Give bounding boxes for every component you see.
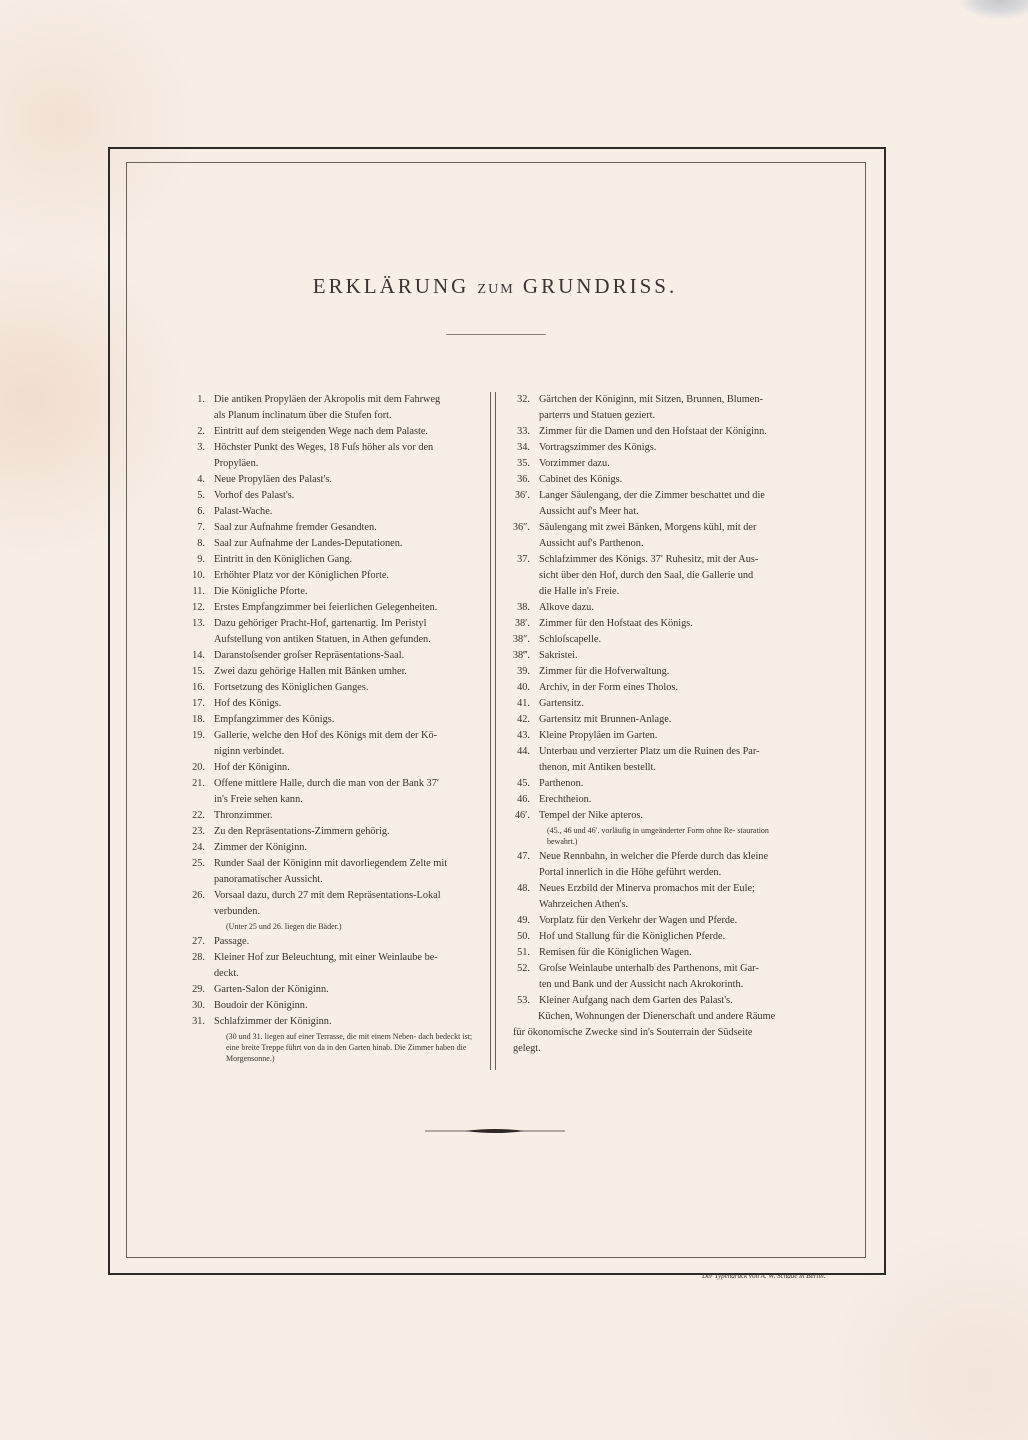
- entry-number: 42.: [517, 714, 530, 725]
- legend-entry: [180, 872, 480, 888]
- entry-number: 41.: [517, 698, 530, 709]
- legend-entry: [505, 865, 801, 881]
- entry-number: 47.: [517, 851, 530, 862]
- entry-text: Groſse Weinlaube unterhalb des Parthenons, mit Gar-: [539, 963, 759, 974]
- entry-number: [180, 408, 214, 424]
- entry-number: 43.: [517, 730, 530, 741]
- entry-number: 52.: [517, 963, 530, 974]
- entry-number: 24.: [192, 842, 205, 853]
- entry-number: 53.: [517, 995, 530, 1006]
- legend-entry: [505, 696, 801, 712]
- entry-number: 37.: [517, 554, 530, 565]
- entry-number: 30.: [192, 1000, 205, 1011]
- legend-entry: [505, 728, 801, 744]
- entry-text: Runder Saal der Königinn mit davorliegendem Zelte mit: [214, 858, 448, 869]
- entry-number: 6.: [197, 506, 205, 517]
- entry-text: Erstes Empfangzimmer bei feierlichen Gelegenheiten.: [214, 602, 438, 613]
- legend-entry: [505, 424, 801, 440]
- legend-entry: [505, 977, 801, 993]
- entry-number: 46.: [517, 794, 530, 805]
- entry-number: 50.: [517, 931, 530, 942]
- legend-entry: [180, 744, 480, 760]
- entry-number: 12.: [192, 602, 205, 613]
- entry-text: verbunden.: [214, 906, 261, 917]
- entry-text: Hof der Königinn.: [214, 762, 290, 773]
- entry-text: Neue Rennbahn, in welcher die Pferde durch das kleine: [539, 851, 769, 862]
- entry-number: [505, 504, 539, 520]
- legend-entry: [505, 520, 801, 536]
- entry-text: Empfangzimmer des Königs.: [214, 714, 335, 725]
- entry-text: Säulengang mit zwei Bänken, Morgens kühl, mit der: [539, 522, 757, 533]
- entry-number: 48.: [517, 883, 530, 894]
- entry-text: Schlafzimmer des Königs. 37′ Ruhesitz, mit der Aus-: [539, 554, 759, 565]
- legend-entry: [505, 584, 801, 600]
- legend-entry: [505, 993, 801, 1009]
- entry-number: [505, 977, 539, 993]
- entry-text: ten und Bank und der Aussicht nach Akrokorinth.: [539, 979, 744, 990]
- legend-entry: [505, 776, 801, 792]
- legend-entry: [180, 776, 480, 792]
- legend-entry: [505, 680, 801, 696]
- legend-entry: [505, 849, 801, 865]
- legend-entry: [180, 408, 480, 424]
- legend-entry: [505, 712, 801, 728]
- entry-number: 45.: [517, 778, 530, 789]
- legend-entry: [505, 664, 801, 680]
- entry-number: 36.: [517, 474, 530, 485]
- entry-number: 27.: [192, 936, 205, 947]
- legend-entry: [180, 808, 480, 824]
- entry-number: 20.: [192, 762, 205, 773]
- entry-text: Gärtchen der Königinn, mit Sitzen, Brunnen, Blumen-: [539, 394, 763, 405]
- entry-text: in's Freie sehen kann.: [214, 794, 303, 805]
- entry-number: 13.: [192, 618, 205, 629]
- legend-entry: [180, 696, 480, 712]
- entry-text: Zimmer der Königinn.: [214, 842, 307, 853]
- closing-paragraph-line: für ökonomische Zwecke sind in's Souterrain der Südseite: [513, 1027, 753, 1038]
- legend-entry: [180, 488, 480, 504]
- column-divider: [490, 392, 496, 1070]
- entry-text: Schloſscapelle.: [539, 634, 602, 645]
- legend-entry: [180, 392, 480, 408]
- entry-number: 26.: [192, 890, 205, 901]
- entry-number: 38.: [517, 602, 530, 613]
- legend-entry: [505, 616, 801, 632]
- entry-text: panoramatischer Aussicht.: [214, 874, 323, 885]
- legend-entry: [180, 950, 480, 966]
- entry-number: [505, 865, 539, 881]
- entry-number: 19.: [192, 730, 205, 741]
- entry-text: Erhöhter Platz vor der Königlichen Pforte.: [214, 570, 389, 581]
- entry-text: Archiv, in der Form eines Tholos.: [539, 682, 678, 693]
- legend-entry: [505, 744, 801, 760]
- entry-number: 8.: [197, 538, 205, 549]
- entry-text: Aufstellung von antiken Statuen, in Athen gefunden.: [214, 634, 431, 645]
- legend-entry: [505, 929, 801, 945]
- entry-text: Fortsetzung des Königlichen Ganges.: [214, 682, 369, 693]
- legend-entry: [180, 792, 480, 808]
- closing-paragraph-line: Küchen, Wohnungen der Dienerschaft und andere Räume: [538, 1011, 776, 1022]
- entry-text: Garten-Salon der Königinn.: [214, 984, 329, 995]
- legend-entry: [180, 664, 480, 680]
- legend-entry: [180, 824, 480, 840]
- entry-number: 31.: [192, 1016, 205, 1027]
- entry-number: [180, 904, 214, 920]
- entry-text: Sakristei.: [539, 650, 578, 661]
- entry-number: 49.: [517, 915, 530, 926]
- legend-entry: [180, 680, 480, 696]
- entry-text: Zimmer für die Damen und den Hofstaat der Königinn.: [539, 426, 767, 437]
- entry-text: Neue Propyläen des Palast's.: [214, 474, 332, 485]
- entry-number: [505, 408, 539, 424]
- legend-entry: [505, 536, 801, 552]
- page-corner: [958, 0, 1028, 20]
- entry-text: Eintritt auf dem steigenden Wege nach dem Palaste.: [214, 426, 429, 437]
- entry-number: 39.: [517, 666, 530, 677]
- entry-number: 38′.: [514, 618, 530, 629]
- entry-text: Remisen für die Königlichen Wagen.: [539, 947, 692, 958]
- entry-text: Gartensitz mit Brunnen-Anlage.: [539, 714, 672, 725]
- entry-text: Neues Erzbild der Minerva promachos mit der Eule;: [539, 883, 755, 894]
- entry-text: Tempel der Nike apteros.: [539, 810, 643, 821]
- title-small: ZUM: [477, 282, 515, 297]
- legend-entry: [505, 456, 801, 472]
- entry-text: Aussicht auf's Meer hat.: [539, 506, 639, 517]
- entry-number: 5.: [197, 490, 205, 501]
- entry-text: Alkove dazu.: [539, 602, 594, 613]
- entry-number: [180, 744, 214, 760]
- entry-text: Unterbau und verzierter Platz um die Ruinen des Par-: [539, 746, 760, 757]
- entry-text: Hof des Königs.: [214, 698, 282, 709]
- entry-number: 36′.: [514, 490, 530, 501]
- entry-text: als Planum inclinatum über die Stufen fort.: [214, 410, 392, 421]
- entry-text: Kleine Propyläen im Garten.: [539, 730, 658, 741]
- legend-entry: [180, 840, 480, 856]
- entry-text: Propyläen.: [214, 458, 259, 469]
- entry-number: [180, 792, 214, 808]
- entry-text: Vortragszimmer des Königs.: [539, 442, 657, 453]
- legend-entry: [180, 648, 480, 664]
- entry-number: 14.: [192, 650, 205, 661]
- legend-entry: [180, 584, 480, 600]
- entry-number: 9.: [197, 554, 205, 565]
- legend-entry: [180, 760, 480, 776]
- entry-text: Aussicht auf's Parthenon.: [539, 538, 644, 549]
- title-main-1: ERKLÄRUNG: [312, 274, 470, 298]
- entry-number: 22.: [192, 810, 205, 821]
- entry-number: [180, 966, 214, 982]
- entry-number: 23.: [192, 826, 205, 837]
- page-title: [126, 274, 864, 299]
- entry-number: 44.: [517, 746, 530, 757]
- legend-entry: [180, 616, 480, 632]
- entry-note: (30 und 31. liegen auf einer Terrasse, die mit einem Neben- dach bedeckt ist; eine breite Treppe führt von da in den Garten hinab. Die Zimmer haben die Morgensonne.): [226, 1032, 473, 1063]
- entry-text: Höchster Punkt des Weges, 18 Fuſs höher als vor den: [214, 442, 434, 453]
- entry-text: Eintritt in den Königlichen Gang.: [214, 554, 353, 565]
- entry-number: 38‴.: [512, 650, 530, 661]
- entry-number: 18.: [192, 714, 205, 725]
- entry-number: 40.: [517, 682, 530, 693]
- entry-number: [180, 872, 214, 888]
- entry-text: Vorplatz für den Verkehr der Wagen und Pferde.: [539, 915, 738, 926]
- legend-entry: [180, 568, 480, 584]
- legend-entry: [505, 648, 801, 664]
- entry-number: 33.: [517, 426, 530, 437]
- entry-text: Kleiner Hof zur Beleuchtung, mit einer Weinlaube be-: [214, 952, 438, 963]
- entry-text: Langer Säulengang, der die Zimmer beschattet und die: [539, 490, 765, 501]
- entry-text: Hof und Stallung für die Königlichen Pferde.: [539, 931, 726, 942]
- entry-number: 32.: [517, 394, 530, 405]
- legend-entry: [505, 568, 801, 584]
- left-column: [180, 392, 480, 1066]
- entry-text: Palast-Wache.: [214, 506, 273, 517]
- legend-entry: [505, 945, 801, 961]
- legend-entry: [505, 881, 801, 897]
- entry-number: 17.: [192, 698, 205, 709]
- entry-text: niginn verbindet.: [214, 746, 285, 757]
- entry-text: Saal zur Aufnahme der Landes-Deputationen.: [214, 538, 403, 549]
- entry-text: Erechtheion.: [539, 794, 592, 805]
- entry-number: 28.: [192, 952, 205, 963]
- entry-number: [505, 568, 539, 584]
- legend-entry: [505, 488, 801, 504]
- legend-entry: [180, 934, 480, 950]
- entry-text: parterrs und Statuen geziert.: [539, 410, 656, 421]
- entry-text: Vorzimmer dazu.: [539, 458, 610, 469]
- entry-text: Daranstoſsender groſser Repräsentations-Saal.: [214, 650, 405, 661]
- closing-paragraph-line: gelegt.: [513, 1043, 541, 1054]
- legend-entry: [505, 440, 801, 456]
- legend-entry: [505, 961, 801, 977]
- entry-text: Saal zur Aufnahme fremder Gesandten.: [214, 522, 377, 533]
- entry-text: Wahrzeichen Athen's.: [539, 899, 629, 910]
- entry-number: 29.: [192, 984, 205, 995]
- entry-text: thenon, mit Antiken bestellt.: [539, 762, 656, 773]
- right-column: [505, 392, 801, 1057]
- entry-text: die Halle in's Freie.: [539, 586, 620, 597]
- legend-entry: [180, 520, 480, 536]
- entry-number: 11.: [192, 586, 205, 597]
- legend-entry: [180, 966, 480, 982]
- entry-text: Zimmer für die Hofverwaltung.: [539, 666, 670, 677]
- entry-number: 35.: [517, 458, 530, 469]
- entry-text: sicht über den Hof, durch den Saal, die Gallerie und: [539, 570, 754, 581]
- flourish-ornament: [425, 1126, 565, 1136]
- entry-text: Kleiner Aufgang nach dem Garten des Palast's.: [539, 995, 733, 1006]
- legend-entry: [505, 552, 801, 568]
- entry-number: [505, 760, 539, 776]
- title-main-2: GRUNDRISS.: [522, 274, 678, 298]
- entry-number: 10.: [192, 570, 205, 581]
- legend-entry: [180, 888, 480, 904]
- legend-entry: [180, 904, 480, 920]
- entry-text: Offene mittlere Halle, durch die man von der Bank 37′: [214, 778, 440, 789]
- entry-number: 21.: [192, 778, 205, 789]
- legend-entry: [180, 424, 480, 440]
- entry-number: [180, 456, 214, 472]
- entry-text: Zimmer für den Hofstaat des Königs.: [539, 618, 693, 629]
- entry-number: 4.: [197, 474, 205, 485]
- entry-number: 46′.: [514, 810, 530, 821]
- entry-text: Portal innerlich in die Höhe geführt werden.: [539, 867, 722, 878]
- legend-entry: [180, 552, 480, 568]
- legend-entry: [180, 728, 480, 744]
- entry-number: 51.: [517, 947, 530, 958]
- entry-text: deckt.: [214, 968, 239, 979]
- legend-entry: [505, 472, 801, 488]
- entry-number: 16.: [192, 682, 205, 693]
- legend-entry: [505, 504, 801, 520]
- entry-number: [505, 897, 539, 913]
- entry-text: Gartensitz.: [539, 698, 584, 709]
- legend-entry: [180, 472, 480, 488]
- legend-entry: [180, 456, 480, 472]
- legend-entry: [180, 998, 480, 1014]
- title-rule: [446, 334, 546, 335]
- legend-entry: [180, 982, 480, 998]
- entry-text: Gallerie, welche den Hof des Königs mit dem der Kö-: [214, 730, 438, 741]
- entry-text: Zu den Repräsentations-Zimmern gehörig.: [214, 826, 390, 837]
- entry-text: Parthenon.: [539, 778, 584, 789]
- entry-number: [505, 536, 539, 552]
- entry-number: 1.: [197, 394, 205, 405]
- entry-text: Vorsaal dazu, durch 27 mit dem Repräsentations-Lokal: [214, 890, 441, 901]
- legend-entry: [180, 856, 480, 872]
- entry-note: (Unter 25 und 26. liegen die Bäder.): [226, 922, 342, 931]
- entry-text: Schlafzimmer der Königinn.: [214, 1016, 332, 1027]
- legend-entry: [505, 897, 801, 913]
- legend-entry: [180, 536, 480, 552]
- entry-number: [180, 632, 214, 648]
- entry-text: Die antiken Propyläen der Akropolis mit dem Fahrweg: [214, 394, 441, 405]
- legend-entry: [180, 712, 480, 728]
- legend-entry: [505, 760, 801, 776]
- entry-text: Die Königliche Pforte.: [214, 586, 308, 597]
- entry-number: 25.: [192, 858, 205, 869]
- legend-entry: [180, 600, 480, 616]
- entry-text: Cabinet des Königs.: [539, 474, 623, 485]
- entry-note: (45., 46 und 46′. vorläufig in umgeänderter Form ohne Re- stauration bewahrt.): [547, 826, 769, 846]
- printer-imprint: Der Typendruck von A. W. Schade in Berlin.: [702, 1272, 826, 1280]
- legend-entry: [505, 632, 801, 648]
- entry-text: Boudoir der Königinn.: [214, 1000, 308, 1011]
- entry-number: 34.: [517, 442, 530, 453]
- entry-number: 2.: [197, 426, 205, 437]
- entry-text: Passage.: [214, 936, 250, 947]
- legend-entry: [180, 440, 480, 456]
- legend-entry: [180, 1014, 480, 1030]
- legend-entry: [180, 632, 480, 648]
- entry-number: 15.: [192, 666, 205, 677]
- legend-entry: [505, 808, 801, 824]
- legend-entry: [505, 792, 801, 808]
- entry-text: Dazu gehöriger Pracht-Hof, gartenartig. Im Peristyl: [214, 618, 427, 629]
- entry-number: [505, 584, 539, 600]
- entry-text: Vorhof des Palast's.: [214, 490, 295, 501]
- entry-number: 3.: [197, 442, 205, 453]
- legend-entry: [505, 392, 801, 408]
- entry-number: 7.: [197, 522, 205, 533]
- entry-number: 36″.: [512, 522, 530, 533]
- legend-entry: [505, 408, 801, 424]
- legend-entry: [505, 913, 801, 929]
- legend-entry: [505, 600, 801, 616]
- entry-number: 38″.: [512, 634, 530, 645]
- entry-text: Zwei dazu gehörige Hallen mit Bänken umher.: [214, 666, 408, 677]
- legend-entry: [180, 504, 480, 520]
- entry-text: Thronzimmer.: [214, 810, 273, 821]
